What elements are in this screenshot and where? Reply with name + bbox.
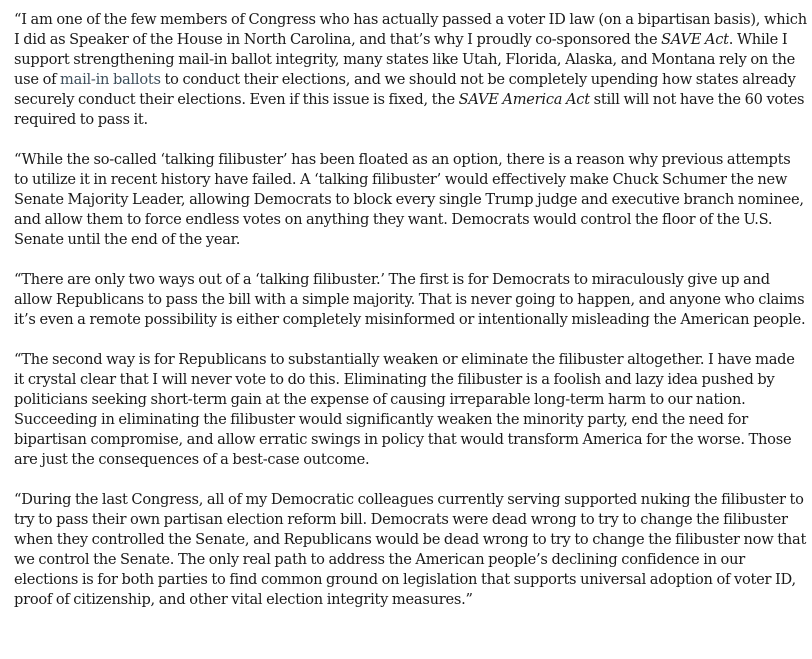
text-span: “During the last Congress, all of my Democratic colleagues currently serving supported nuking the filibuster to try to pass their own partisan election reform bill. Democrats were dead wrong to try to change the filibuster when they controlled the Senate, and Republicans would be dead wrong to try to change the filibuster now that we control the Senate. The only real path to address the American people’s declining confidence in our elections is for both parties to find common ground on legislation that supports universal adoption of voter ID, proof of citizenship, and other vital election integrity measures.”	[14, 491, 807, 608]
text-span: to conduct their elections, and we should not be completely upending how states already securely conduct their elections. Even if this issue is fixed, the	[14, 71, 796, 108]
paragraph-second-way	[14, 350, 808, 470]
paragraph-talking-filibuster	[14, 150, 808, 250]
text-span: “The second way is for Republicans to substantially weaken or eliminate the filibuster altogether. I have made it crystal clear that I will never vote to do this. Eliminating the filibuster is a foolish and lazy idea pushed by politicians seeking short-term gain at the expense of causing irreparable long-term harm to our nation. Succeeding in eliminating the filibuster would significantly weaken the minority party, end the need for bipartisan compromise, and allow erratic swings in policy that would transform America for the worse. Those are just the consequences of a best-case outcome.	[14, 351, 795, 468]
paragraph-voter-id	[14, 10, 808, 130]
text-span: “While the so-called ‘talking filibuster’ has been floated as an option, there is a reason why previous attempts to utilize it in recent history have failed. A ‘talking filibuster’ would effectively make Chuck Schumer the new Senate Majority Leader, allowing Democrats to block every single Trump judge and executive branch nominee, and allow them to force endless votes on anything they want. Democrats would control the floor of the U.S. Senate until the end of the year.	[14, 151, 804, 248]
text-span: “There are only two ways out of a ‘talking filibuster.’ The first is for Democrats to miraculously give up and allow Republicans to pass the bill with a simple majority. That is never going to happen, and anyone who claims it’s even a remote possibility is either completely misinformed or intentionally misleading the American people.	[14, 271, 806, 328]
statement-body	[14, 10, 808, 610]
text-span: . While I support strengthening mail-in ballot integrity, many states like Utah, Florida, Alaska, and Montana rely on the use of	[14, 31, 795, 88]
bill-name-save-act: SAVE Act	[661, 31, 729, 48]
mail-in-ballots-link[interactable]: mail-in ballots	[60, 71, 161, 88]
paragraph-last-congress	[14, 490, 808, 610]
paragraph-two-ways-out	[14, 270, 808, 330]
text-span: “I am one of the few members of Congress who has actually passed a voter ID law (on a bipartisan basis), which I did as Speaker of the House in North Carolina, and that’s why I proudly co-sponsored the	[14, 11, 807, 48]
text-span: still will not have the 60 votes required to pass it.	[14, 91, 805, 128]
bill-name-save-america-act: SAVE America Act	[458, 91, 590, 108]
